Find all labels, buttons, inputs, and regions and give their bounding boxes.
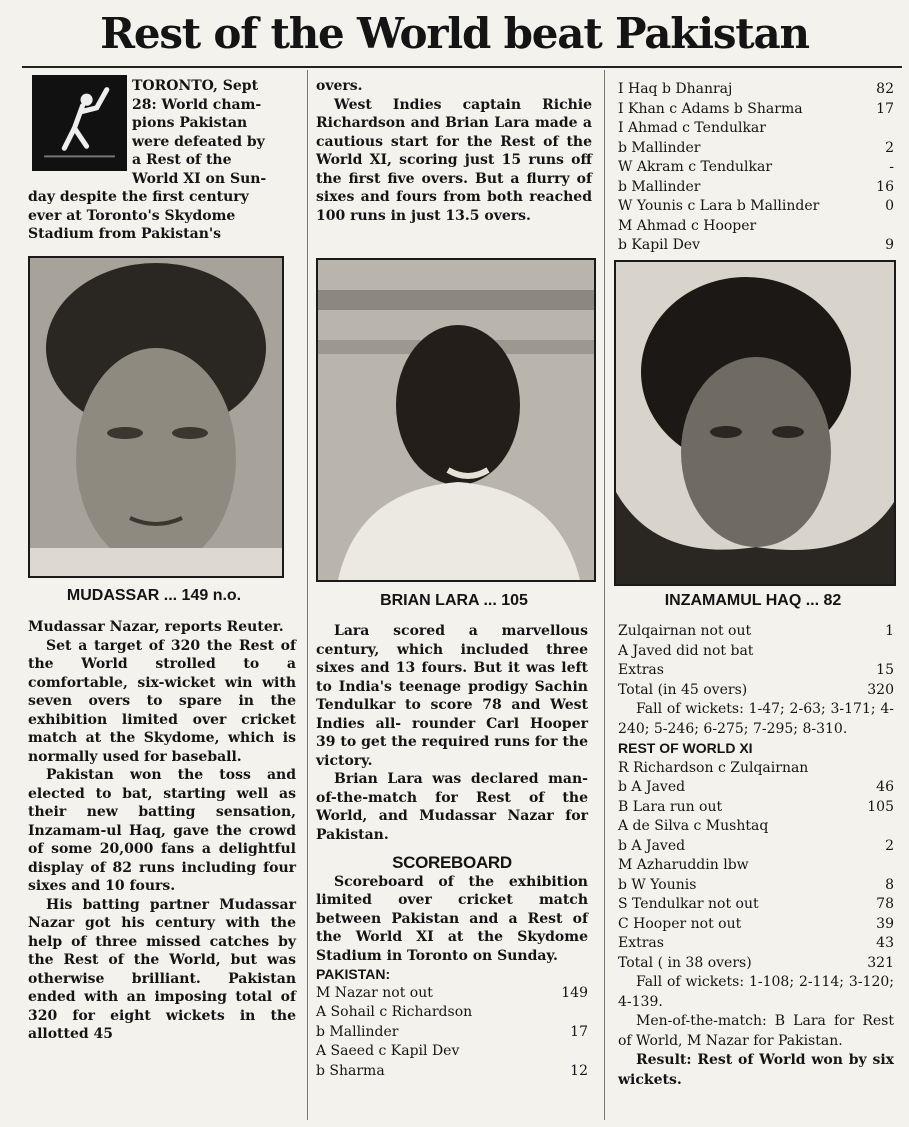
intro-line-8: Stadium from Pakistan's: [28, 226, 222, 242]
intro-line-7: ever at Toronto's Skydome: [28, 207, 236, 224]
batsman-entry: M Azharuddin lbw: [618, 857, 749, 873]
intro-line-0: TORONTO, Sept: [132, 78, 259, 94]
score-row: [316, 1003, 588, 1023]
score-row: [618, 817, 894, 837]
score-row: [618, 934, 894, 954]
column-rule-top: [22, 66, 902, 68]
runs-value: 9: [885, 237, 894, 253]
score-row: [618, 622, 894, 642]
col2-top-p1: West Indies captain Richie Richardson and Brian Lara made a cautious start for the Rest of the World XI, scoring just 15 runs off the first five overs. But a flurry of sixes and fours from both reached 100 runs in just 13.5 overs.: [316, 96, 592, 224]
batsman-entry: Extras: [618, 935, 664, 951]
batsman-entry: b Sharma: [316, 1062, 385, 1079]
runs-value: -: [889, 159, 894, 175]
photo-brian-lara: [316, 258, 596, 582]
batsman-entry: b A Javed: [618, 779, 686, 795]
rest-of-world-batting: [618, 759, 894, 974]
score-row: [618, 798, 894, 818]
batsman-entry: I Khan c Adams b Sharma: [618, 100, 803, 117]
photo-inzamam: [614, 260, 896, 586]
batsman-entry: A Sohail c Richardson: [316, 1004, 473, 1020]
runs-value: [558, 1003, 588, 1023]
score-row: [618, 915, 894, 935]
runs-value: 8: [885, 876, 894, 893]
batsman-entry: W Younis c Lara b Mallinder: [618, 198, 820, 214]
col2-top-text: [316, 77, 592, 225]
score-row: [618, 954, 894, 974]
pakistan-header: PAKISTAN:: [316, 966, 391, 982]
result-text: Result: Rest of World won by six wickets.: [618, 1052, 894, 1088]
runs-value: [864, 856, 894, 876]
batsman-entry: A Saeed c Kapil Dev: [316, 1043, 460, 1059]
intro-text-wide: [28, 188, 296, 244]
cricket-batsman-icon: [34, 77, 125, 169]
runs-value: [864, 759, 894, 779]
photo-mudassar: [28, 256, 284, 578]
col1-body: [28, 618, 296, 1044]
col3-bottom: [618, 622, 894, 1090]
score-row: [618, 158, 894, 178]
col2-p0: Lara scored a marvellous century, which included three sixes and 13 fours. But it was left to India's teenage prodigy Sachin Tendulkar to score 78 and West Indies all- rounder Carl Hooper 39 to get the required runs for the victory.: [316, 623, 588, 769]
pakistan-batting: [316, 984, 588, 1082]
batsman-entry: Total (in 45 overs): [618, 681, 748, 698]
fow-rest-of-world: Fall of wickets: 1-108; 2-114; 3-120; 4-139.: [618, 974, 894, 1010]
runs-value: 43: [876, 935, 894, 951]
runs-value: [864, 642, 894, 662]
intro-line-2: pions Pakistan: [132, 115, 248, 131]
caption-inzamam: INZAMAMUL HAQ ... 82: [664, 592, 842, 609]
batsman-entry: R Richardson c Zulqairnan: [618, 759, 809, 776]
score-row: [618, 856, 894, 876]
score-row: [618, 642, 894, 662]
logo-box: [32, 75, 127, 171]
scoreboard-title: SCOREBOARD: [392, 853, 512, 872]
batsman-entry: b Kapil Dev: [618, 237, 701, 253]
batsman-entry: b A Javed: [618, 837, 686, 854]
runs-value: 149: [561, 984, 588, 1001]
runs-value: 320: [867, 681, 894, 698]
runs-value: 2: [885, 139, 894, 156]
batsman-entry: I Ahmad c Tendulkar: [618, 120, 766, 136]
runs-value: [864, 817, 894, 837]
score-row: [618, 837, 894, 857]
runs-value: 16: [876, 178, 894, 195]
batsman-entry: M Nazar not out: [316, 984, 433, 1001]
score-row: [618, 236, 894, 256]
batsman-entry: b W Younis: [618, 876, 697, 893]
batsman-entry: M Ahmad c Hooper: [618, 217, 757, 234]
portrait-mudassar: [30, 258, 282, 576]
batsman-entry: b Mallinder: [618, 178, 701, 195]
intro-text: [132, 77, 296, 188]
batsman-entry: I Haq b Dhanraj: [618, 81, 733, 97]
batsman-entry: Extras: [618, 662, 664, 678]
runs-value: 0: [885, 198, 894, 214]
column-divider-1: [307, 70, 308, 1120]
runs-value: 321: [867, 954, 894, 971]
score-row: [618, 139, 894, 159]
score-row: [618, 876, 894, 896]
batsman-entry: Zulqairnan not out: [618, 623, 752, 639]
score-row: [618, 895, 894, 915]
score-row: [316, 1023, 588, 1043]
score-row: [618, 197, 894, 217]
score-row: [618, 119, 894, 139]
runs-value: 17: [570, 1023, 588, 1040]
intro-line-5: World XI on Sun-: [132, 170, 267, 187]
batsman-entry: b Mallinder: [618, 139, 701, 156]
intro-line-3: were defeated by: [132, 133, 265, 150]
batsman-entry: S Tendulkar not out: [618, 896, 759, 912]
runs-value: 82: [876, 81, 894, 97]
batsman-entry: W Akram c Tendulkar: [618, 159, 773, 175]
score-row: [316, 1062, 588, 1082]
score-row: [618, 778, 894, 798]
runs-value: 39: [876, 915, 894, 932]
runs-value: 46: [876, 779, 894, 795]
batsman-entry: B Lara run out: [618, 798, 723, 815]
pakistan-totals: [618, 622, 894, 700]
men-of-the-match: Men-of-the-match: B Lara for Rest of World, M Nazar for Pakistan.: [618, 1013, 894, 1049]
runs-value: 105: [867, 798, 894, 815]
runs-value: 17: [876, 100, 894, 117]
portrait-inzamam: [616, 262, 894, 584]
score-row: [618, 217, 894, 237]
col2-p1: Brian Lara was declared man-of-the-match for Rest of the World, and Mudassar Nazar for Pakistan.: [316, 771, 588, 843]
runs-value: 12: [570, 1062, 588, 1079]
portrait-brian-lara: [318, 260, 594, 580]
scoreboard-intro: Scoreboard of the exhibition limited over cricket match between Pakistan and a Rest of the World XI at the Skydome Stadium in Toronto on Sunday.: [316, 873, 588, 964]
batsman-entry: b Mallinder: [316, 1023, 399, 1040]
col1-p1: Set a target of 320 the Rest of the World strolled to a comfortable, six-wicket win with seven overs to spare in the exhibition limited over cricket match at the Skydome, which is normally used for baseball.: [28, 637, 296, 765]
col1-p3: His batting partner Mudassar Nazar got his century with the help of three missed catches by the Rest of the World, but was otherwise brilliant. Pakistan ended with an imposing total of 320 for eight wickets in the allotted 45: [28, 896, 296, 1042]
batsman-entry: A de Silva c Mushtaq: [618, 818, 769, 834]
runs-value: 2: [885, 837, 894, 854]
col1-p0: Mudassar Nazar, reports Reuter.: [28, 619, 284, 635]
col2-body: [316, 622, 588, 1081]
runs-value: 78: [876, 896, 894, 912]
col2-top-p0: overs.: [316, 78, 363, 94]
runs-value: [864, 119, 894, 139]
batsman-entry: A Javed did not bat: [618, 642, 754, 659]
score-row: [618, 759, 894, 779]
batsman-entry: C Hooper not out: [618, 915, 742, 932]
intro-line-1: 28: World cham-: [132, 96, 262, 113]
fow-pakistan: Fall of wickets: 1-47; 2-63; 3-171; 4-240; 5-246; 6-275; 7-295; 8-310.: [618, 701, 894, 737]
score-row: [316, 984, 588, 1004]
score-row: [618, 100, 894, 120]
caption-mudassar: MUDASSAR ... 149 n.o.: [66, 587, 242, 604]
runs-value: 1: [885, 623, 894, 639]
runs-value: [864, 217, 894, 237]
pakistan-batting-continued: [618, 80, 894, 256]
score-row: [618, 178, 894, 198]
score-row: [618, 80, 894, 100]
batsman-entry: Total ( in 38 overs): [618, 954, 752, 971]
headline: Rest of the World beat Pakistan: [100, 9, 809, 58]
runs-value: 15: [876, 662, 894, 678]
score-row: [618, 681, 894, 701]
intro-line-6: day despite the first century: [28, 189, 249, 205]
caption-brian-lara: BRIAN LARA ... 105: [380, 592, 528, 609]
score-row: [618, 661, 894, 681]
intro-line-4: a Rest of the: [132, 152, 232, 168]
score-row: [316, 1042, 588, 1062]
col1-p2: Pakistan won the toss and elected to bat, starting well as their new batting sensation, Inzamam-ul Haq, gave the crowd of some 20,000 fans a delightful display of 82 runs including four sixes and 10 fours.: [28, 767, 296, 894]
column-divider-2: [604, 70, 605, 1120]
rest-of-world-header: REST OF WORLD XI: [618, 740, 753, 756]
runs-value: [558, 1042, 588, 1062]
